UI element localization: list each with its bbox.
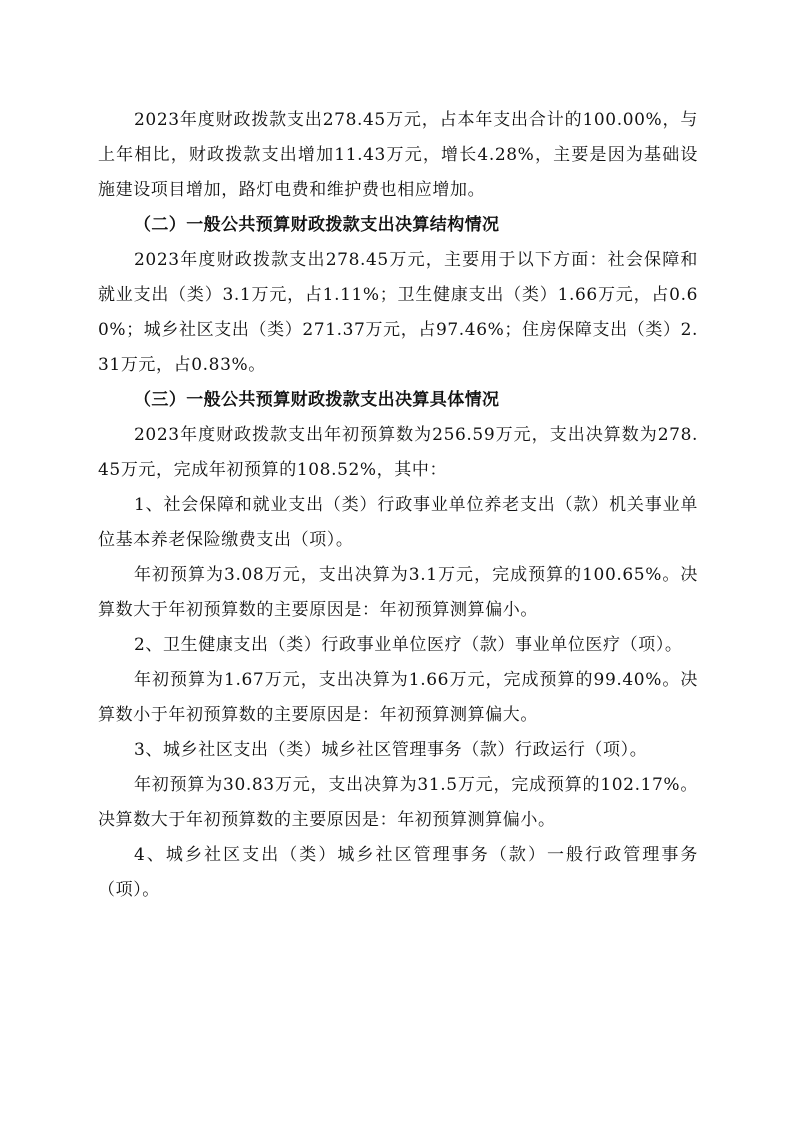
paragraph-structure-detail: 2023年度财政拨款支出278.45万元，主要用于以下方面：社会保障和就业支出（类）3.1万元，占1.11%；卫生健康支出（类）1.66万元，占0.60%；城乡社区支出（类）271.37万元，占97.46%；住房保障支出（类）2.31万元，占0.83%。 — [98, 250, 698, 375]
section-heading-structure: （二）一般公共预算财政拨款支出决算结构情况 — [134, 215, 500, 235]
section-heading-specific: （三）一般公共预算财政拨款支出决算具体情况 — [134, 390, 500, 410]
paragraph-budget-summary: 2023年度财政拨款支出年初预算数为256.59万元，支出决算数为278.45万元，完成年初预算的108.52%，其中： — [98, 425, 698, 480]
item-3-title: 3、城乡社区支出（类）城乡社区管理事务（款）行政运行（项）。 — [134, 740, 648, 760]
item-4-title: 4、城乡社区支出（类）城乡社区管理事务（款）一般行政管理事务（项）。 — [98, 845, 698, 900]
paragraph-total-expenditure: 2023年度财政拨款支出278.45万元，占本年支出合计的100.00%，与上年相比，财政拨款支出增加11.43万元，增长4.28%，主要是因为基础设施建设项目增加，路灯电费和维护费也相应增加。 — [98, 110, 698, 200]
item-2-detail: 年初预算为1.67万元，支出决算为1.66万元，完成预算的99.40%。决算数小于年初预算数的主要原因是：年初预算测算偏大。 — [98, 670, 698, 725]
item-3-detail: 年初预算为30.83万元，支出决算为31.5万元，完成预算的102.17%。决算数大于年初预算数的主要原因是：年初预算测算偏小。 — [98, 775, 698, 830]
item-1-title: 1、社会保障和就业支出（类）行政事业单位养老支出（款）机关事业单位基本养老保险缴费支出（项）。 — [98, 495, 698, 550]
document-body — [98, 103, 698, 908]
item-1-detail: 年初预算为3.08万元，支出决算为3.1万元，完成预算的100.65%。决算数大于年初预算数的主要原因是：年初预算测算偏小。 — [98, 565, 698, 620]
item-2-title: 2、卫生健康支出（类）行政事业单位医疗（款）事业单位医疗（项）。 — [134, 635, 683, 655]
